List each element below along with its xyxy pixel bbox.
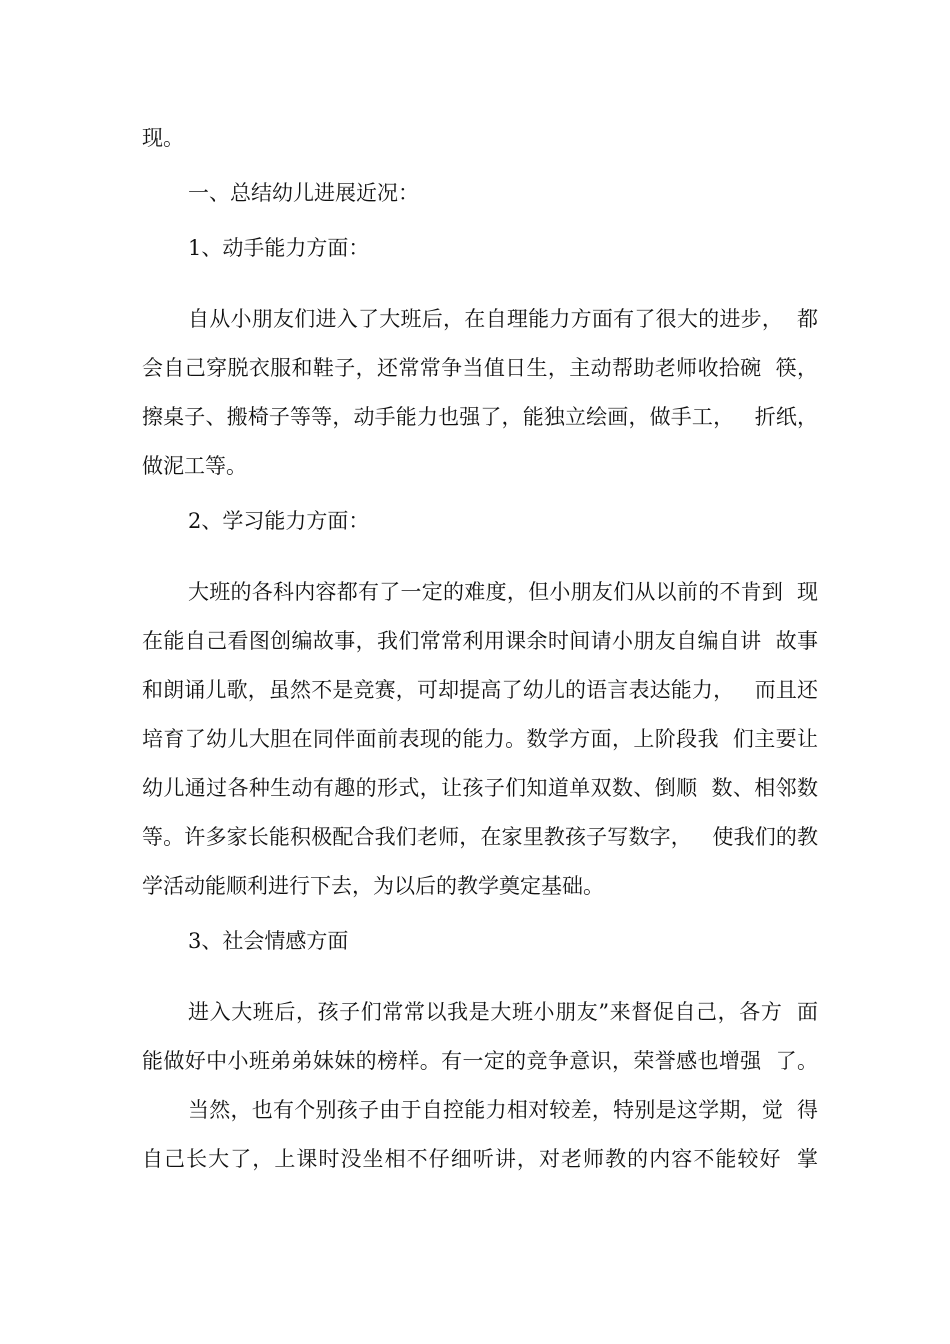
paragraph-line: 能做好中小班弟弟妹妹的榜样。有一定的竞争意识，荣誉感也增强 了。 [142,1049,818,1073]
text-line: 现。 [142,126,184,150]
paragraph-line: 会自己穿脱衣服和鞋子，还常常争当值日生，主动帮助老师收拾碗 筷， [142,356,818,380]
paragraph-line: 自从小朋友们进入了大班后，在自理能力方面有了很大的进步， 都 [188,307,818,331]
paragraph-line: 等。许多家长能积极配合我们老师，在家里教孩子写数字， 使我们的教 [142,825,818,849]
paragraph-line: 进入大班后，孩子们常常以我是大班小朋友”来督促自己，各方 面 [188,1000,818,1024]
paragraph-line: 擦桌子、搬椅子等等，动手能力也强了，能独立绘画，做手工， 折纸， [142,405,818,429]
subsection-heading: 1、动手能力方面： [188,236,370,260]
paragraph-line: 做泥工等。 [142,454,247,478]
paragraph-line: 和朗诵儿歌，虽然不是竞赛，可却提高了幼儿的语言表达能力， 而且还 [142,678,818,702]
paragraph-line: 学活动能顺利进行下去，为以后的教学奠定基础。 [142,874,604,898]
section-heading: 一、总结幼儿进展近况： [188,181,419,205]
subsection-heading: 2、学习能力方面： [188,509,370,533]
paragraph-line: 自己长大了，上课时没坐相不仔细听讲，对老师教的内容不能较好 掌 [142,1147,818,1171]
paragraph-line: 培育了幼儿大胆在同伴面前表现的能力。数学方面，上阶段我 们主要让 [142,727,818,751]
paragraph-line: 幼儿通过各种生动有趣的形式，让孩子们知道单双数、倒顺 数、相邻数 [142,776,818,800]
paragraph-line: 在能自己看图创编故事，我们常常利用课余时间请小朋友自编自讲 故事 [142,629,818,653]
paragraph-line: 当然，也有个别孩子由于自控能力相对较差，特别是这学期，觉 得 [188,1098,818,1122]
paragraph-line: 大班的各科内容都有了一定的难度，但小朋友们从以前的不肯到 现 [188,580,818,604]
subsection-heading: 3、社会情感方面 [188,929,349,953]
